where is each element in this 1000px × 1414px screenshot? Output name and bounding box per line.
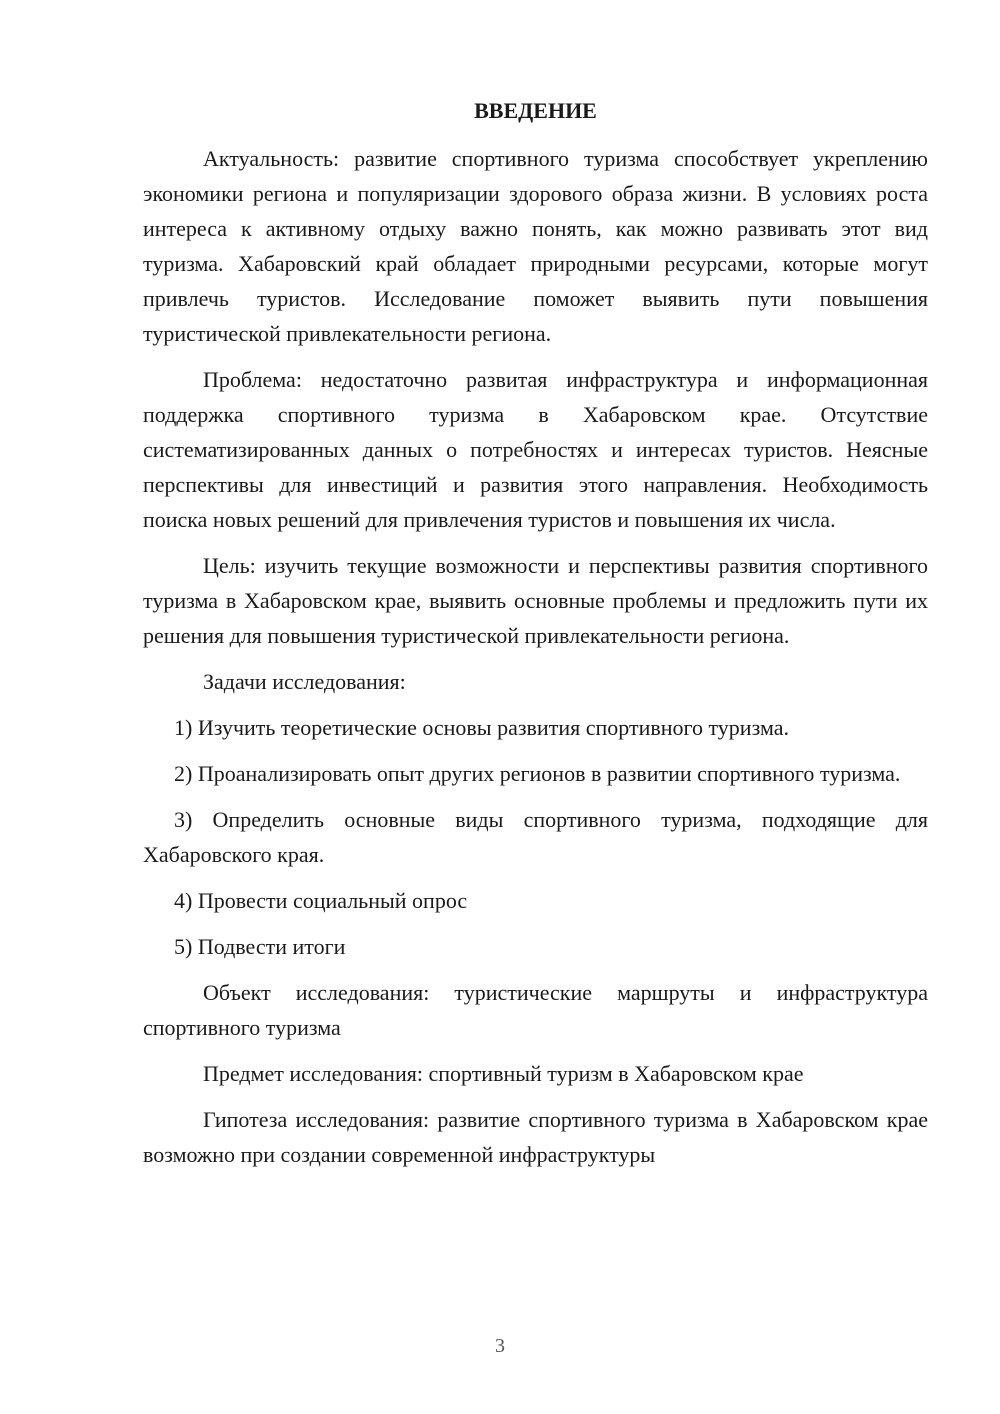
page-title: ВВЕДЕНИЕ [474, 98, 597, 123]
page-number: 3 [495, 1335, 505, 1357]
task-item: 2) Проанализировать опыт других регионов в развитии спортивного туризма. [174, 761, 901, 786]
task-item: 3) Определить основные виды спортивного туризма, подходящие для Хабаровского края. [143, 807, 928, 867]
task-item: 5) Подвести итоги [174, 934, 346, 959]
task-item: 1) Изучить теоретические основы развития спортивного туризма. [174, 715, 789, 740]
task-item: 4) Провести социальный опрос [174, 888, 468, 913]
problem-paragraph: Проблема: недостаточно развитая инфраструктура и информационная поддержка спортивного туризма в Хабаровском крае. Отсутствие систематизированных данных о потребностях и интересах туристов. Неясные перспективы для инвестиций и развития этого направления. Необходимость поиска новых решений для привлечения туристов и повышения их числа. [143, 367, 928, 532]
hypothesis-paragraph: Гипотеза исследования: развитие спортивного туризма в Хабаровском крае возможно при создании современной инфраструктуры [143, 1107, 928, 1167]
object-paragraph: Объект исследования: туристические маршруты и инфраструктура спортивного туризма [143, 980, 928, 1040]
document-page [143, 95, 928, 1172]
tasks-heading: Задачи исследования: [203, 669, 406, 694]
goal-paragraph: Цель: изучить текущие возможности и перспективы развития спортивного туризма в Хабаровском крае, выявить основные проблемы и предложить пути их решения для повышения туристической привлекательности региона. [143, 553, 928, 648]
relevance-paragraph: Актуальность: развитие спортивного туризма способствует укреплению экономики региона и популяризации здорового образа жизни. В условиях роста интереса к активному отдыху важно понять, как можно развивать этот вид туризма. Хабаровский край обладает природными ресурсами, которые могут привлечь туристов. Исследование поможет выявить пути повышения туристической привлекательности региона. [143, 146, 928, 346]
subject-paragraph: Предмет исследования: спортивный туризм в Хабаровском крае [203, 1061, 804, 1086]
